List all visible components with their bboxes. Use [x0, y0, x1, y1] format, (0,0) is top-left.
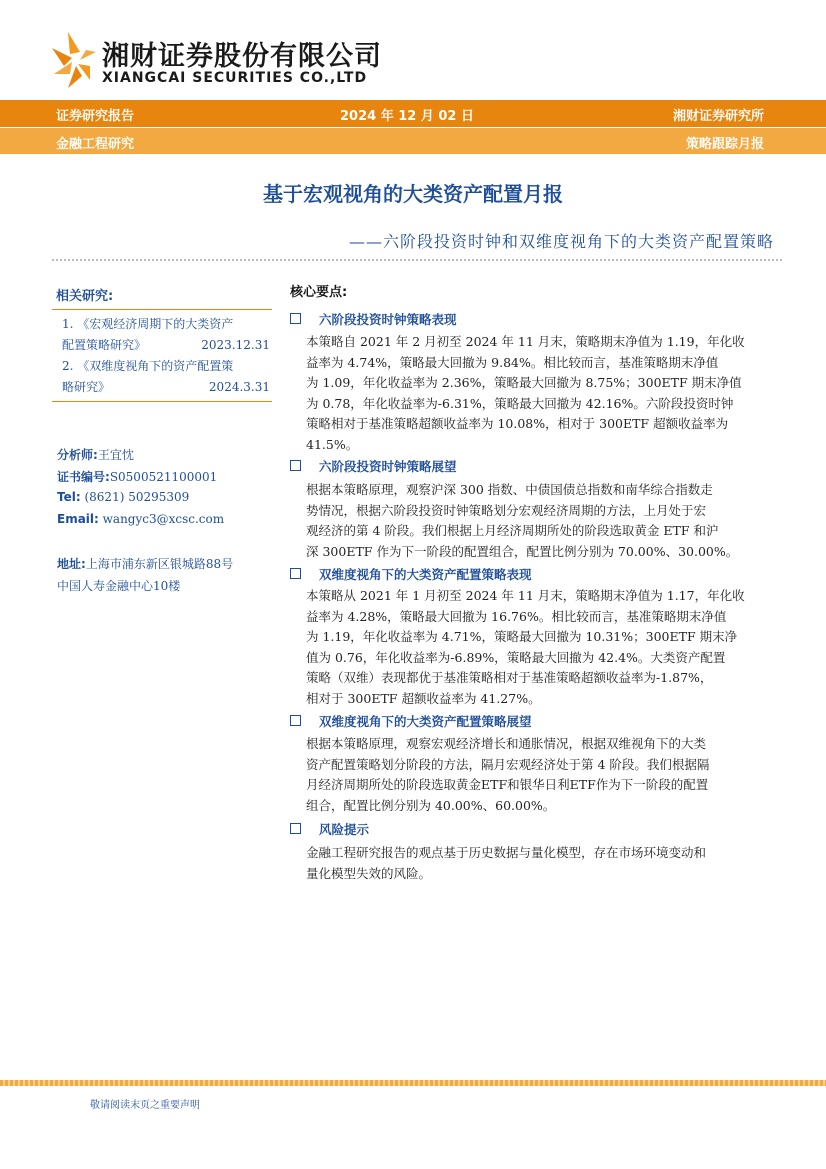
company-logo-icon [50, 30, 100, 90]
section-paragraph: 根据本策略原理，观察沪深 300 指数、中债国债总指数和南华综合指数走 势情况，根据六阶段投资时钟策略划分宏观经济周期的方法，上月处于宏 观经济的第 4 阶段。我们根据上月经济周期所处的阶段选取黄金 ETF 和沪 深 300ETF 作为下一阶段的配置组合，配置比例分别为 70.00%、30.00%。 [306, 482, 739, 559]
section-heading: 双维度视角下的大类资产配置策略展望 [290, 712, 532, 730]
report-category: 金融工程研究 [56, 137, 135, 152]
related-item[interactable]: 2. 《双维度视角下的资产配置策 略研究》 [62, 359, 234, 394]
related-date: 2023.12.31 [201, 338, 270, 352]
report-subtitle: ——六阶段投资时钟和双维度视角下的大类资产配置策略 [348, 232, 774, 251]
address-line: 地址:上海市浦东新区银城路88号 [57, 557, 234, 571]
tel-line: Tel: (8621) 50295309 [57, 490, 190, 504]
report-title: 基于宏观视角的大类资产配置月报 [263, 182, 563, 206]
checkbox-bullet-icon [290, 313, 301, 324]
report-date: 2024 年 12 月 02 日 [340, 109, 474, 124]
related-item[interactable]: 1. 《宏观经济周期下的大类资产 配置策略研究》 [62, 317, 234, 352]
section-paragraph: 根据本策略原理，观察宏观经济增长和通胀情况，根据双维视角下的大类 资产配置策略划分阶段的方法，隔月宏观经济处于第 4 阶段。我们根据隔 月经济周期所处的阶段选取黄金ETF和银华日利ETF作为下一阶段的配置 组合，配置比例分别为 40.00%、60.00%。 [306, 736, 710, 813]
checkbox-bullet-icon [290, 823, 301, 834]
section-paragraph: 金融工程研究报告的观点基于历史数据与量化模型，存在市场环境变动和 量化模型失效的风险。 [306, 845, 707, 881]
checkbox-bullet-icon [290, 715, 301, 726]
section-heading: 六阶段投资时钟策略展望 [290, 457, 457, 475]
address-line-2: 中国人寿金融中心10楼 [57, 579, 181, 593]
section-paragraph: 本策略自 2021 年 2 月初至 2024 年 11 月末，策略期末净值为 1.19，年化收 益率为 4.74%，策略最大回撤为 9.84%。相比较而言，基准策略期末净值 为 1.09，年化收益率为 2.36%，策略最大回撤为 8.75%；300ETF 期末净值 为 0.78，年化收益率为-6.31%，策略最大回撤为 42.16%。六阶段投资时钟 策略相对于基准策略超额收益率为 10.08%，相对于 300ETF 超额收益率为 41.5%。 [306, 334, 745, 452]
related-divider-top [52, 309, 272, 310]
section-heading: 六阶段投资时钟策略表现 [290, 310, 457, 328]
company-name-cn: 湘财证券股份有限公司 [102, 41, 382, 72]
email-line[interactable]: Email: wangyc3@xcsc.com [57, 512, 225, 526]
report-type: 证券研究报告 [56, 109, 135, 124]
footer-bar [0, 1080, 826, 1086]
company-name-en: XIANGCAI SECURITIES CO.,LTD [102, 70, 368, 86]
core-points-heading: 核心要点: [290, 285, 348, 300]
related-date: 2024.3.31 [208, 380, 270, 394]
checkbox-bullet-icon [290, 460, 301, 471]
section-heading: 双维度视角下的大类资产配置策略表现 [290, 565, 532, 583]
report-series: 策略跟踪月报 [685, 137, 764, 152]
checkbox-bullet-icon [290, 568, 301, 579]
cert-line: 证书编号:S0500521100001 [57, 470, 218, 484]
section-paragraph: 本策略从 2021 年 1 月初至 2024 年 11 月末，策略期末净值为 1.17，年化收 益率为 4.28%，策略最大回撤为 16.76%。相比较而言，基准策略期末净值 为 1.19，年化收益率为 4.71%，策略最大回撤为 10.31%；300ETF 期末净 值为 0.76，年化收益率为-6.89%，策略最大回撤为 42.4%。大类资产配置 策略（双维）表现都优于基准策略相对于基准策略超额收益率为-1.87%， 相对于 300ETF 超额收益率为 41.27%。 [306, 588, 745, 706]
institute-name: 湘财证券研究所 [672, 109, 764, 124]
related-research-heading: 相关研究: [56, 289, 114, 304]
section-heading: 风险提示 [290, 820, 369, 838]
title-divider [52, 259, 782, 261]
analyst-line: 分析师:王宜忱 [57, 448, 134, 462]
header-bar-bottom [0, 128, 826, 154]
footer-disclaimer: 敬请阅读末页之重要声明 [90, 1100, 200, 1111]
related-divider-bottom [52, 401, 272, 402]
header-bar-top [0, 100, 826, 127]
